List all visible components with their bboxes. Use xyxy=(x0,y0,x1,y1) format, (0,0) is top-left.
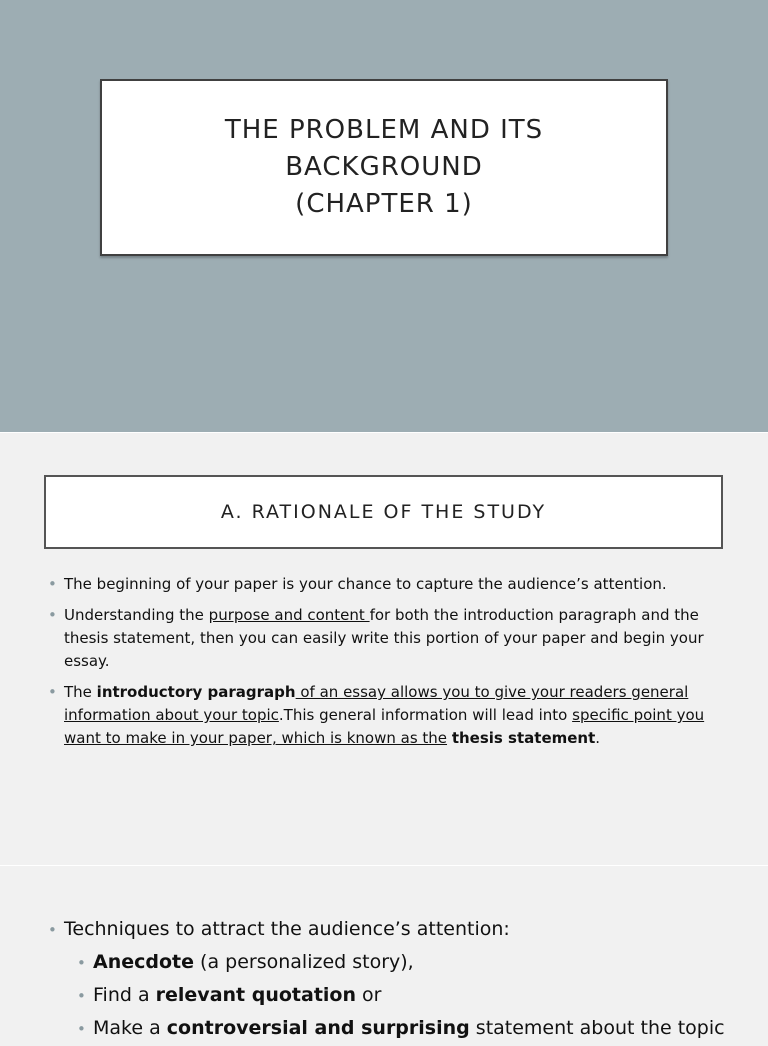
sub-bullet-text: (a personalized story), xyxy=(194,951,414,973)
title-box xyxy=(100,79,668,256)
sub-bullet-text: or xyxy=(356,984,382,1006)
bold-phrase: controversial and surprising xyxy=(166,1017,470,1039)
rationale-bullet-list xyxy=(48,573,718,758)
underlined-phrase: of an essay allows you to give your readers general information about your topic xyxy=(64,683,689,724)
bullet-dot-icon: • xyxy=(48,921,57,939)
bold-phrase: introductory paragraph xyxy=(96,683,296,701)
bullet-text: Techniques to attract the audience’s attention: xyxy=(64,918,510,940)
slide-rationale xyxy=(0,433,768,865)
bullet-dot-icon: • xyxy=(48,683,57,701)
bullet-text-end: . xyxy=(595,729,601,747)
bullet-item xyxy=(48,914,748,944)
title-line-2: BACKGROUND xyxy=(285,152,483,182)
bullet-dot-icon: • xyxy=(77,1020,86,1038)
underlined-phrase: purpose and content xyxy=(208,606,370,624)
title-line-1: THE PROBLEM AND ITS xyxy=(224,115,544,145)
bullet-item xyxy=(48,604,718,673)
bullet-dot-icon: • xyxy=(77,954,86,972)
section-heading: A. RATIONALE OF THE STUDY xyxy=(220,501,547,523)
sub-bullet-text-pre: Find a xyxy=(93,984,156,1006)
bullet-text-post: for both the introduction paragraph and the thesis statement, then you can easily write this portion of your paper and begin your essay. xyxy=(64,606,704,670)
bold-phrase: Anecdote xyxy=(93,951,195,973)
sub-bullet-item xyxy=(48,1013,748,1043)
bullet-dot-icon: • xyxy=(48,575,57,593)
sub-bullet-text: statement about the topic xyxy=(469,1017,725,1039)
bold-phrase: relevant quotation xyxy=(155,984,357,1006)
section-heading-box xyxy=(44,475,723,549)
bullet-text-pre: The xyxy=(64,683,97,701)
bullet-dot-icon: • xyxy=(48,606,57,624)
bold-phrase: thesis statement xyxy=(451,729,596,747)
bullet-text: The beginning of your paper is your chance to capture the audience’s attention. xyxy=(64,575,667,593)
bullet-dot-icon: • xyxy=(77,987,86,1005)
sub-bullet-item xyxy=(48,947,748,977)
sub-bullet-text-pre: Make a xyxy=(93,1017,167,1039)
bullet-item xyxy=(48,573,718,596)
slide-techniques xyxy=(0,866,768,1039)
techniques-bullet-list xyxy=(48,914,748,1046)
underlined-phrase: specific point you want to make in your paper, which is known as the xyxy=(64,706,705,747)
sub-bullet-item xyxy=(48,980,748,1010)
bullet-text-mid: .This general information will lead into xyxy=(278,706,573,724)
title-line-3: (CHAPTER 1) xyxy=(295,189,473,219)
slide-title xyxy=(0,0,768,432)
bullet-text-pre: Understanding the xyxy=(64,606,209,624)
bullet-item xyxy=(48,681,718,750)
